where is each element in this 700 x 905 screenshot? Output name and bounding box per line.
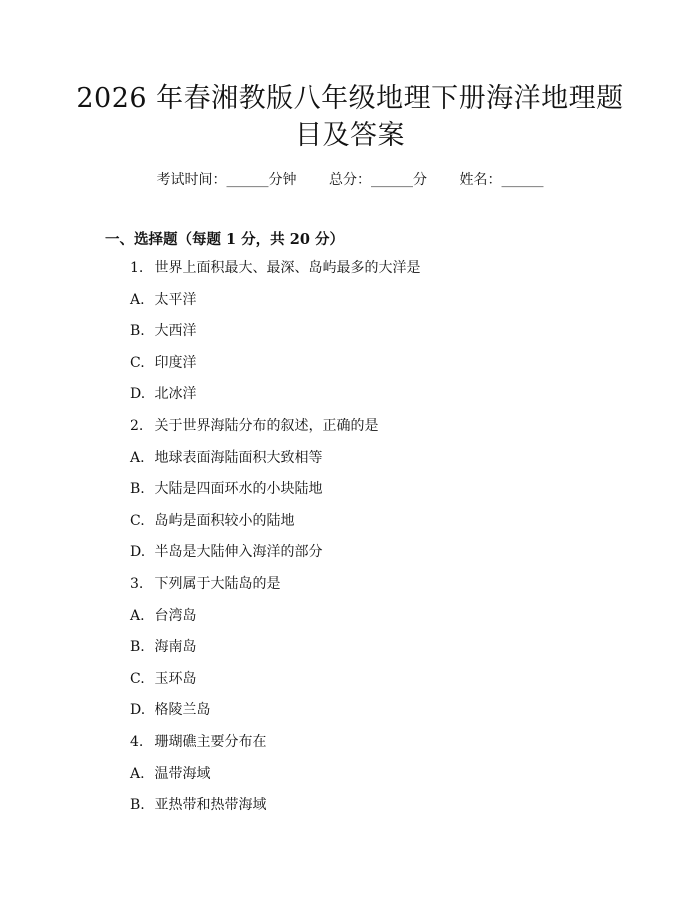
option-label: B. [130,797,145,814]
document-title [60,80,640,154]
question-text: 关于世界海陆分布的叙述，正确的是 [154,417,379,434]
option-text: 北冰洋 [154,386,197,403]
option-label: C. [130,354,145,371]
option-label: A. [130,765,145,782]
option-label: A. [130,291,145,308]
exam-info [0,170,700,190]
option-label: A. [130,607,145,624]
option-row [130,542,650,562]
option-label: B. [130,639,145,656]
question-3 [130,574,650,594]
option-label: D. [130,702,146,719]
question-4 [130,732,650,752]
option-row [130,511,650,531]
option-text: 温带海域 [154,765,211,782]
option-row [130,321,650,341]
exam-time: 考试时间：______分钟 [156,172,297,188]
option-label: A. [130,449,145,466]
option-label: C. [130,512,145,529]
option-text: 海南岛 [154,639,197,656]
option-row [130,479,650,499]
option-label: C. [130,670,145,687]
option-text: 岛屿是面积较小的陆地 [154,512,295,529]
title-line-1: 2026 年春湘教版八年级地理下册海洋地理题 [76,83,624,114]
option-row [130,384,650,404]
option-label: D. [130,544,146,561]
total-score: 总分：______分 [329,172,427,188]
option-row [130,669,650,689]
title-line-2: 目及答案 [295,120,405,151]
question-2 [130,416,650,436]
option-row [130,353,650,373]
question-number: 1. [130,260,144,276]
option-label: B. [130,323,145,340]
option-text: 半岛是大陆伸入海洋的部分 [154,544,323,561]
section-heading: 一、选择题（每题 1 分，共 20 分） [105,231,344,248]
question-number: 2. [130,417,144,434]
question-1 [130,258,650,278]
option-text: 印度洋 [154,354,197,371]
student-name: 姓名：______ [459,172,544,188]
option-text: 太平洋 [154,291,197,308]
question-number: 3. [130,575,144,592]
question-text: 世界上面积最大、最深、岛屿最多的大洋是 [154,260,421,276]
option-text: 玉环岛 [154,670,197,687]
option-row [130,290,650,310]
question-text: 珊瑚礁主要分布在 [154,733,267,750]
question-list [130,258,650,827]
option-text: 大西洋 [154,323,197,340]
option-text: 地球表面海陆面积大致相等 [154,449,323,466]
option-row [130,448,650,468]
option-text: 台湾岛 [154,607,197,624]
option-text: 大陆是四面环水的小块陆地 [154,481,323,498]
question-text: 下列属于大陆岛的是 [154,575,281,592]
option-row [130,700,650,720]
option-row [130,795,650,815]
question-number: 4. [130,733,144,750]
option-text: 格陵兰岛 [154,702,211,719]
option-label: D. [130,386,146,403]
option-row [130,637,650,657]
option-text: 亚热带和热带海域 [154,797,267,814]
option-row [130,764,650,784]
option-row [130,606,650,626]
option-label: B. [130,481,145,498]
